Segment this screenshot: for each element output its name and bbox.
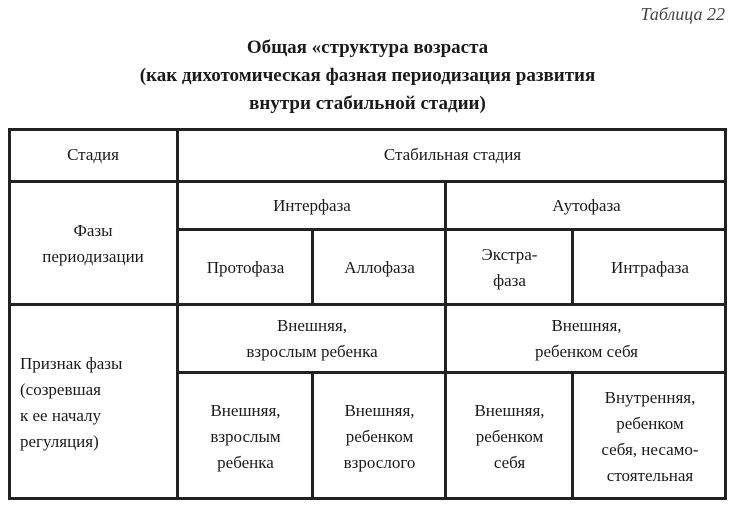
- stable-stage-text: Стабильная стадия: [383, 145, 522, 164]
- interphase-text: Интерфаза: [273, 196, 351, 215]
- caption-line-2: (как дихотомическая фазная периодизация развития: [139, 65, 596, 86]
- extraphase-text: Экстра- фаза: [481, 244, 538, 290]
- sign-header-text: Признак фазы (созревшая к ее началу регуляция): [20, 353, 123, 451]
- table-number: Таблица 22: [640, 4, 725, 24]
- interphase-sign-text: Внешняя, взрослым ребенка: [246, 316, 378, 361]
- stage-header-text: Стадия: [67, 145, 119, 164]
- allophase-sign-text: Внешняя, ребенком взрослого: [343, 400, 416, 472]
- table-caption: [0, 34, 735, 118]
- caption-line-3: внутри стабильной стадии): [249, 93, 486, 114]
- caption-line-1: Общая «структура возраста: [246, 37, 489, 58]
- protophase-text: Протофаза: [206, 257, 285, 277]
- extraphase-sign-text: Внешняя, ребенком себя: [474, 400, 545, 472]
- intraphase-text: Интрафаза: [611, 257, 689, 277]
- intraphase-sign-text: Внутренняя, ребенком себя, несамо- стоятельная: [601, 387, 699, 485]
- protophase-sign-text: Внешняя, взрослым ребенка: [210, 400, 281, 472]
- phases-header-text: Фазы периодизации: [42, 220, 144, 266]
- allophase-text: Аллофаза: [344, 257, 415, 277]
- periodization-table: [8, 128, 727, 500]
- table-frame: [8, 128, 727, 500]
- autophase-text: Аутофаза: [552, 196, 621, 215]
- autophase-sign-text: Внешняя, ребенком себя: [534, 316, 639, 361]
